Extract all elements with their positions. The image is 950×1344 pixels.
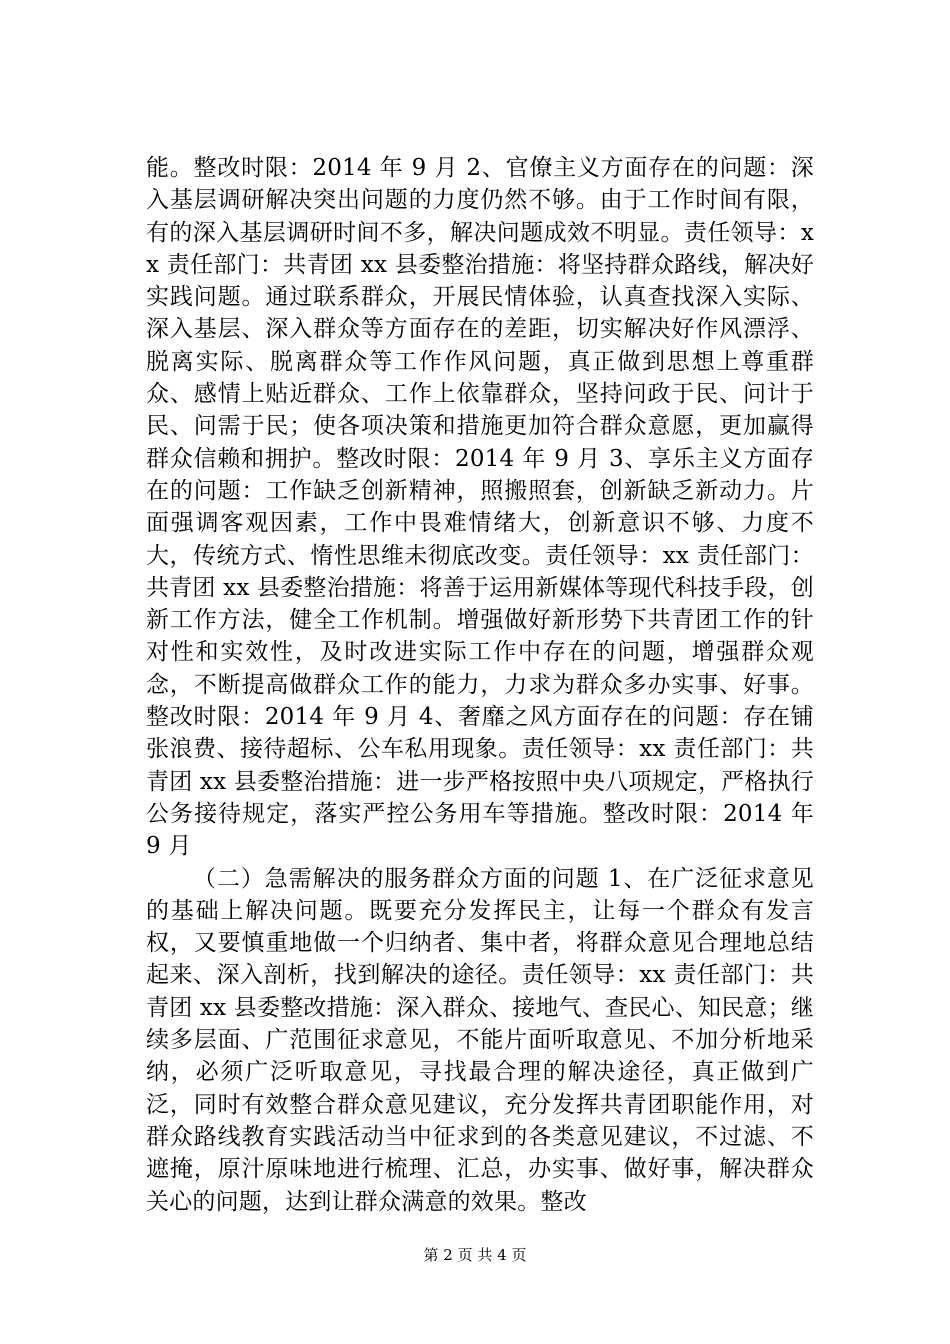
page-footer: 第 2 页 共 4 页: [423, 1246, 527, 1264]
paragraph-rectification-items: 能。整改时限：2014 年 9 月 2、官僚主义方面存在的问题：深入基层调研解决突出问题的力度仍然不够。由于工作时间有限，有的深入基层调研时间不多，解决问题成效不明显。责任领导：xx 责任部门：共青团 xx 县委整治措施：将坚持群众路线，解决好实践问题。通过联系群众，开展民情体验，认真查找深入实际、深入基层、深入群众等方面存在的差距，切实解决好作风漂浮、脱离实际、脱离群众等工作作风问题，真正做到思想上尊重群众、感情上贴近群众、工作上依靠群众，坚持问政于民、问计于民、问需于民；使各项决策和措施更加符合群众意愿，更加赢得群众信赖和拥护。整改时限：2014 年 9 月 3、享乐主义方面存在的问题：工作缺乏创新精神，照搬照套，创新缺乏新动力。片面强调客观因素，工作中畏难情绪大，创新意识不够、力度不大，传统方式、惰性思维未彻底改变。责任领导：xx 责任部门：共青团 xx 县委整治措施：将善于运用新媒体等现代科技手段，创新工作方法，健全工作机制。增强做好新形势下共青团工作的针对性和实效性，及时改进实际工作中存在的问题，增强群众观念，不断提高做群众工作的能力，力求为群众多办实事、好事。整改时限：2014 年 9 月 4、奢靡之风方面存在的问题：存在铺张浪费、接待超标、公车私用现象。责任领导：xx 责任部门：共青团 xx 县委整治措施：进一步严格按照中央八项规定，严格执行公务接待规定，落实严控公务用车等措施。整改时限：2014 年 9 月: [146, 155, 814, 860]
document-body: [146, 152, 814, 1218]
paragraph-service-issues: （二）急需解决的服务群众方面的问题 1、在广泛征求意见的基础上解决问题。既要充分发挥民主，让每一个群众有发言权，又要慎重地做一个归纳者、集中者，将群众意见合理地总结起来、深入剖析，找到解决的途径。责任领导：xx 责任部门：共青团 xx 县委整改措施：深入群众、接地气、查民心、知民意；继续多层面、广范围征求意见，不能片面听取意见、不加分析地采纳，必须广泛听取意见，寻找最合理的解决途径，真正做到广泛，同时有效整合群众意见建议，充分发挥共青团职能作用，对群众路线教育实践活动当中征求到的各类意见建议，不过滤、不遮掩，原汁原味地进行梳理、汇总，办实事、做好事，解决群众关心的问题，达到让群众满意的效果。整改: [146, 865, 814, 1215]
